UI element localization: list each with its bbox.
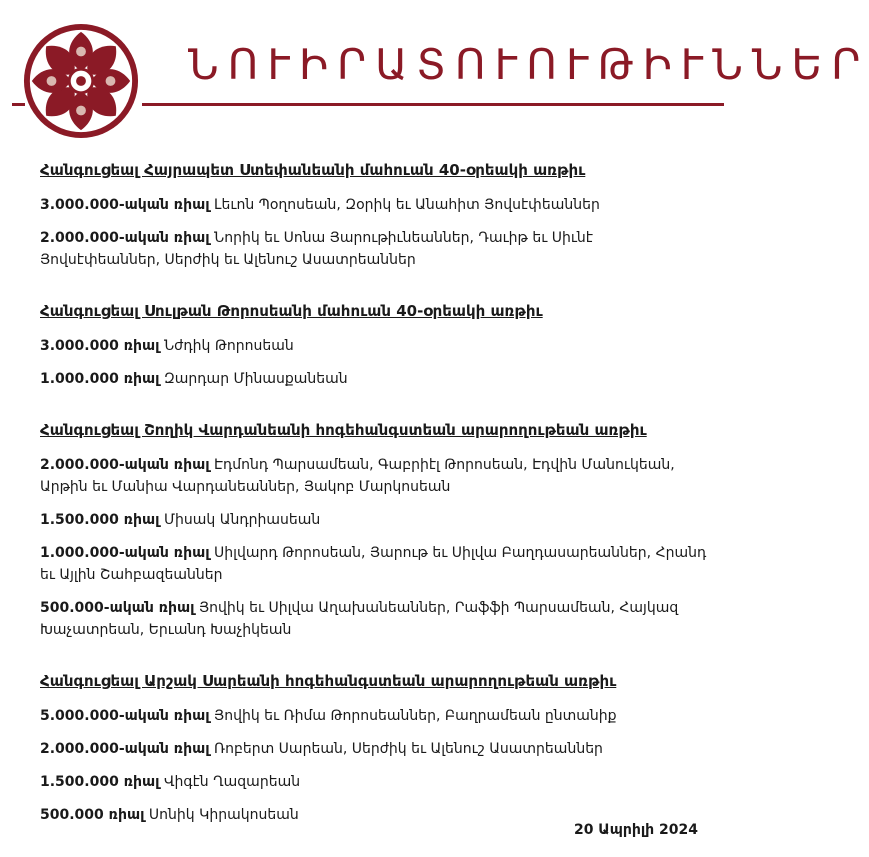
donor-names: Սոնիկ Կիրակոսեան — [148, 807, 299, 823]
donation-amount: 3.000.000 ռիալ — [40, 338, 160, 354]
donation-entry — [40, 194, 710, 216]
donor-names: Վիգէն Ղազարեան — [163, 774, 301, 790]
donation-section — [40, 671, 710, 826]
donations-list — [40, 150, 710, 856]
donation-entry — [40, 738, 710, 760]
donation-entry — [40, 227, 710, 271]
donor-names: Լեւոն Պօղոսեան, Զօրիկ եւ Անահիտ Յովսէփեաններ — [214, 197, 600, 213]
donation-section — [40, 420, 710, 641]
donor-names: Միսակ Անդրիասեան — [163, 512, 321, 528]
donation-amount: 3.000.000-ական ռիալ — [40, 197, 210, 213]
page-title: ՆՈՒԻՐԱՏՈՒՈՒԹԻՒՆՆԵՐ — [188, 40, 869, 89]
donor-names: Զարդար Մինասքանեան — [163, 371, 348, 387]
donor-names: Սիլվարդ Թորոսեան, Յարութ եւ Սիլվա Բաղդասարեաններ, Հրանդ եւ Այլին Շահբազեաններ — [40, 545, 707, 583]
donation-entry — [40, 368, 710, 390]
donor-names: Էդմոնդ Պարսամեան, Գաբրիէլ Թորոսեան, Էդվին Մանուկեան, Արթին եւ Մանիա Վարդանեաններ, Յակոբ Մարկոսեան — [40, 457, 675, 495]
donation-amount: 1.500.000 ռիալ — [40, 512, 160, 528]
donor-names: Ռոբերտ Սարեան, Սերժիկ եւ Ալենուշ Ասատրեաններ — [214, 741, 603, 757]
donation-entry — [40, 454, 710, 498]
donation-section — [40, 160, 710, 271]
header — [0, 0, 869, 140]
donor-names: Յովիկ եւ Սիլվա Աղախանեաններ, Րաֆֆի Պարսամեան, Հայկազ Խաչատրեան, Երւանդ Խաչիկեան — [40, 600, 679, 638]
publication-date: 20 Ապրիլի 2024 — [573, 822, 698, 838]
section-title: Հանգուցեալ Արշակ Սարեանի հոգեհանգստեան արարողութեան առթիւ — [40, 672, 617, 690]
donation-entry — [40, 335, 710, 357]
donation-entry — [40, 509, 710, 531]
donation-amount: 2.000.000-ական ռիալ — [40, 230, 210, 246]
section-title: Հանգուցեալ Սուլթան Թորոսեանի մահուան 40-օրեակի առթիւ — [40, 302, 543, 320]
donation-entry — [40, 771, 710, 793]
donor-names: Յովիկ եւ Ռիմա Թորոսեաններ, Բաղրամեան ընտանիք — [214, 708, 617, 724]
donation-amount: 1.500.000 ռիալ — [40, 774, 160, 790]
donation-amount: 500.000-ական ռիալ — [40, 600, 195, 616]
donation-amount: 1.000.000-ական ռիալ — [40, 545, 210, 561]
donor-names: Նժդիկ Թորոսեան — [163, 338, 294, 354]
donation-amount: 500.000 ռիալ — [40, 807, 145, 823]
header-rule-right — [142, 103, 724, 106]
donation-amount: 1.000.000 ռիալ — [40, 371, 160, 387]
donation-entry — [40, 705, 710, 727]
header-rule-left — [12, 103, 25, 106]
donation-amount: 2.000.000-ական ռիալ — [40, 741, 210, 757]
donation-amount: 5.000.000-ական ռիալ — [40, 708, 210, 724]
ornament-logo-icon — [22, 22, 140, 140]
donor-names: Նորիկ եւ Սոնա Յարութիւնեաններ, Դաւիթ եւ Սիւնէ Յովսէփեաններ, Սերժիկ եւ Ալենուշ Ասատրեաններ — [40, 230, 594, 268]
donation-entry — [40, 542, 710, 586]
section-title: Հանգուցեալ Հայրապետ Ստեփանեանի մահուան 40-օրեակի առթիւ — [40, 161, 586, 179]
donation-amount: 2.000.000-ական ռիալ — [40, 457, 210, 473]
section-title: Հանգուցեալ Շողիկ Վարդանեանի հոգեհանգստեան արարողութեան առթիւ — [40, 421, 647, 439]
donation-section — [40, 301, 710, 390]
donation-entry — [40, 597, 710, 641]
